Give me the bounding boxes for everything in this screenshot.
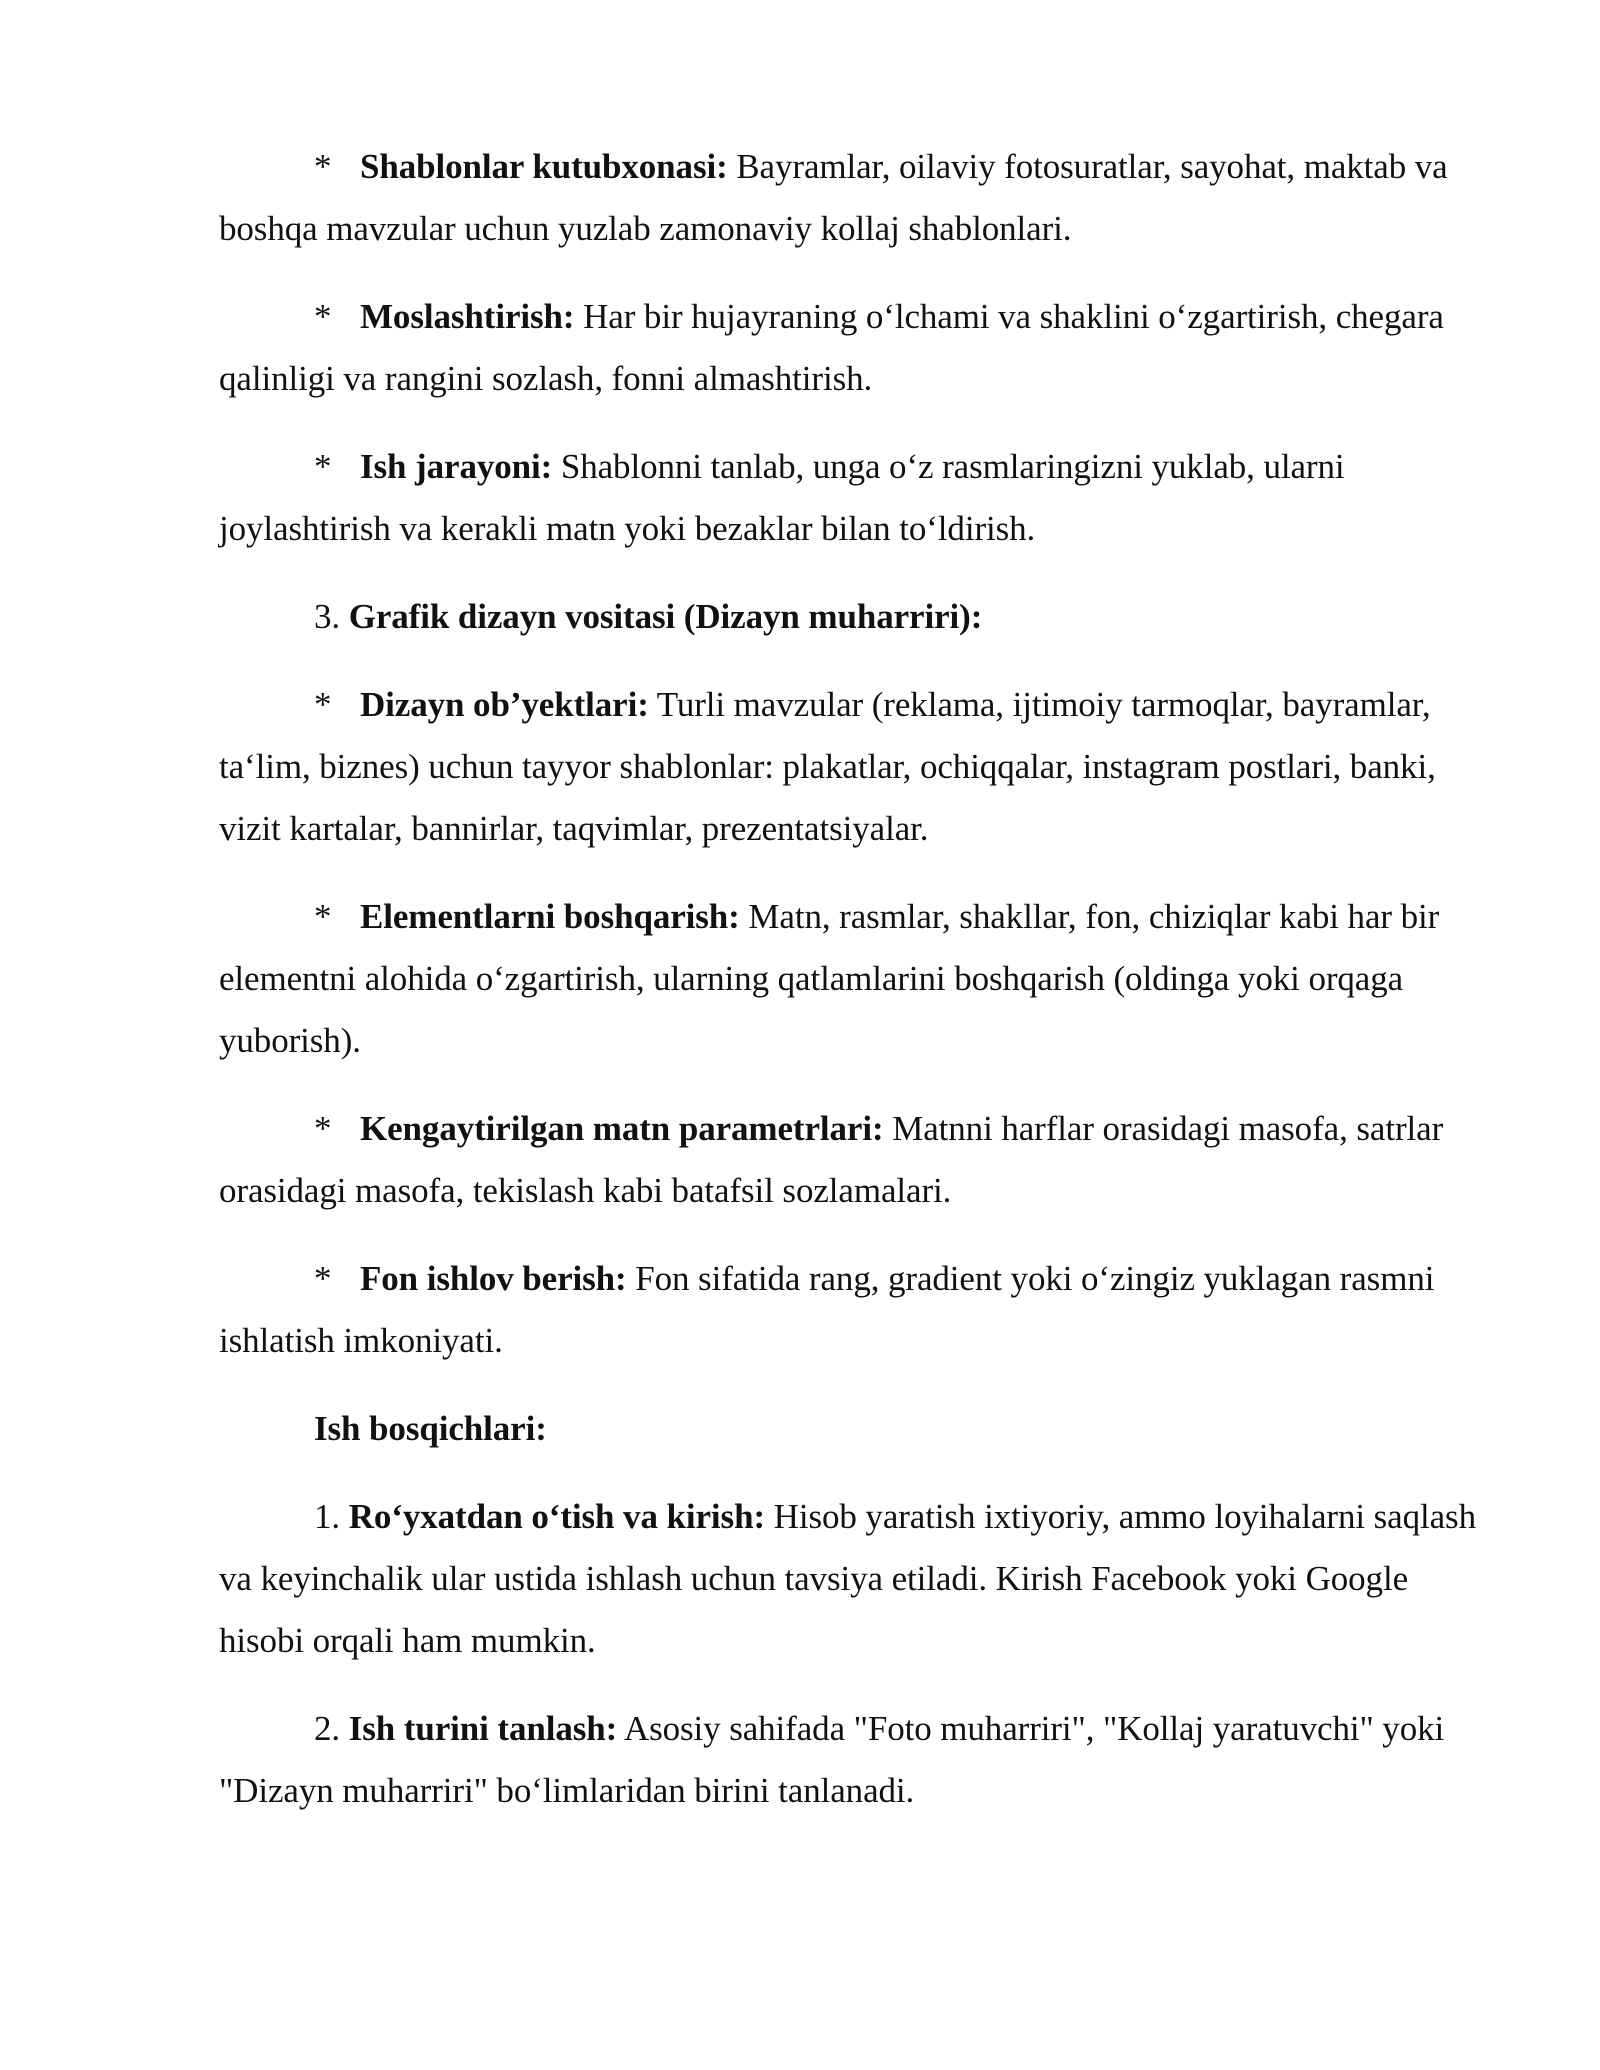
list-number: 2. <box>314 1709 341 1748</box>
bullet-paragraph <box>219 286 1479 410</box>
paragraph-text: Asosiy sahifada "Foto muharriri", "Kollaj yaratuvchi" yoki "Dizayn muharriri" bo‘limlaridan birini tanlanadi. <box>219 1709 1445 1810</box>
paragraph-heading: Fon ishlov berish: <box>360 1259 627 1298</box>
paragraph-heading: Ish jarayoni: <box>360 447 553 486</box>
bullet-paragraph <box>219 674 1479 860</box>
bullet-paragraph <box>219 136 1479 260</box>
paragraph-text: Fon sifatida rang, gradient yoki o‘zingiz yuklagan rasmni ishlatish imkoniyati. <box>219 1259 1435 1360</box>
bullet-marker: * <box>314 297 332 336</box>
list-number: 1. <box>314 1497 341 1536</box>
bullet-marker: * <box>314 685 332 724</box>
list-number: 3. <box>314 597 341 636</box>
bullet-marker: * <box>314 1109 332 1148</box>
bullet-marker: * <box>314 447 332 486</box>
bullet-paragraph <box>219 1098 1479 1222</box>
paragraph-heading: Ish bosqichlari: <box>314 1409 547 1448</box>
paragraph-text: Matnni harflar orasidagi masofa, satrlar orasidagi masofa, tekislash kabi batafsil sozlamalari. <box>219 1109 1444 1210</box>
bullet-marker: * <box>314 897 332 936</box>
paragraph-text: Shablonni tanlab, unga o‘z rasmlaringizni yuklab, ularni joylashtirish va kerakli matn yoki bezaklar bilan to‘ldirish. <box>219 447 1345 548</box>
paragraph-heading: Moslashtirish: <box>360 297 575 336</box>
paragraph-text: Matn, rasmlar, shakllar, fon, chiziqlar kabi har bir elementni alohida o‘zgartirish, ularning qatlamlarini boshqarish (oldinga yoki orqaga yuborish). <box>219 897 1440 1060</box>
paragraph-heading: Elementlarni boshqarish: <box>360 897 740 936</box>
paragraph-heading: Ro‘yxatdan o‘tish va kirish: <box>348 1497 765 1536</box>
paragraph-heading: Dizayn ob’yektlari: <box>360 685 649 724</box>
paragraph-heading: Kengaytirilgan matn parametrlari: <box>360 1109 884 1148</box>
numbered-paragraph <box>219 1486 1479 1672</box>
section-heading <box>219 1398 1479 1460</box>
paragraph-heading: Shablonlar kutubxonasi: <box>360 147 728 186</box>
paragraph-heading: Grafik dizayn vositasi (Dizayn muharriri): <box>348 597 983 636</box>
paragraph-text: Har bir hujayraning o‘lchami va shaklini o‘zgartirish, chegara qalinligi va rangini sozlash, fonni almashtirish. <box>219 297 1444 398</box>
bullet-marker: * <box>314 147 332 186</box>
paragraph-text: Bayramlar, oilaviy fotosuratlar, sayohat, maktab va boshqa mavzular uchun yuzlab zamonaviy kollaj shablonlari. <box>219 147 1448 248</box>
bullet-paragraph <box>219 1248 1479 1372</box>
bullet-paragraph <box>219 436 1479 560</box>
paragraph-text: Hisob yaratish ixtiyoriy, ammo loyihalarni saqlash va keyinchalik ular ustida ishlash uchun tavsiya etiladi. Kirish Facebook yoki Google hisobi orqali ham mumkin. <box>219 1497 1476 1660</box>
numbered-paragraph <box>219 1698 1479 1822</box>
bullet-marker: * <box>314 1259 332 1298</box>
paragraph-text: Turli mavzular (reklama, ijtimoiy tarmoqlar, bayramlar, ta‘lim, biznes) uchun tayyor shablonlar: plakatlar, ochiqqalar, instagram postlari, banki, vizit kartalar, bannirlar, taqvimlar, prezentatsiyalar. <box>219 685 1436 848</box>
document-body <box>219 136 1479 1848</box>
bullet-paragraph <box>219 886 1479 1072</box>
paragraph-heading: Ish turini tanlash: <box>348 1709 618 1748</box>
numbered-heading <box>219 586 1479 648</box>
